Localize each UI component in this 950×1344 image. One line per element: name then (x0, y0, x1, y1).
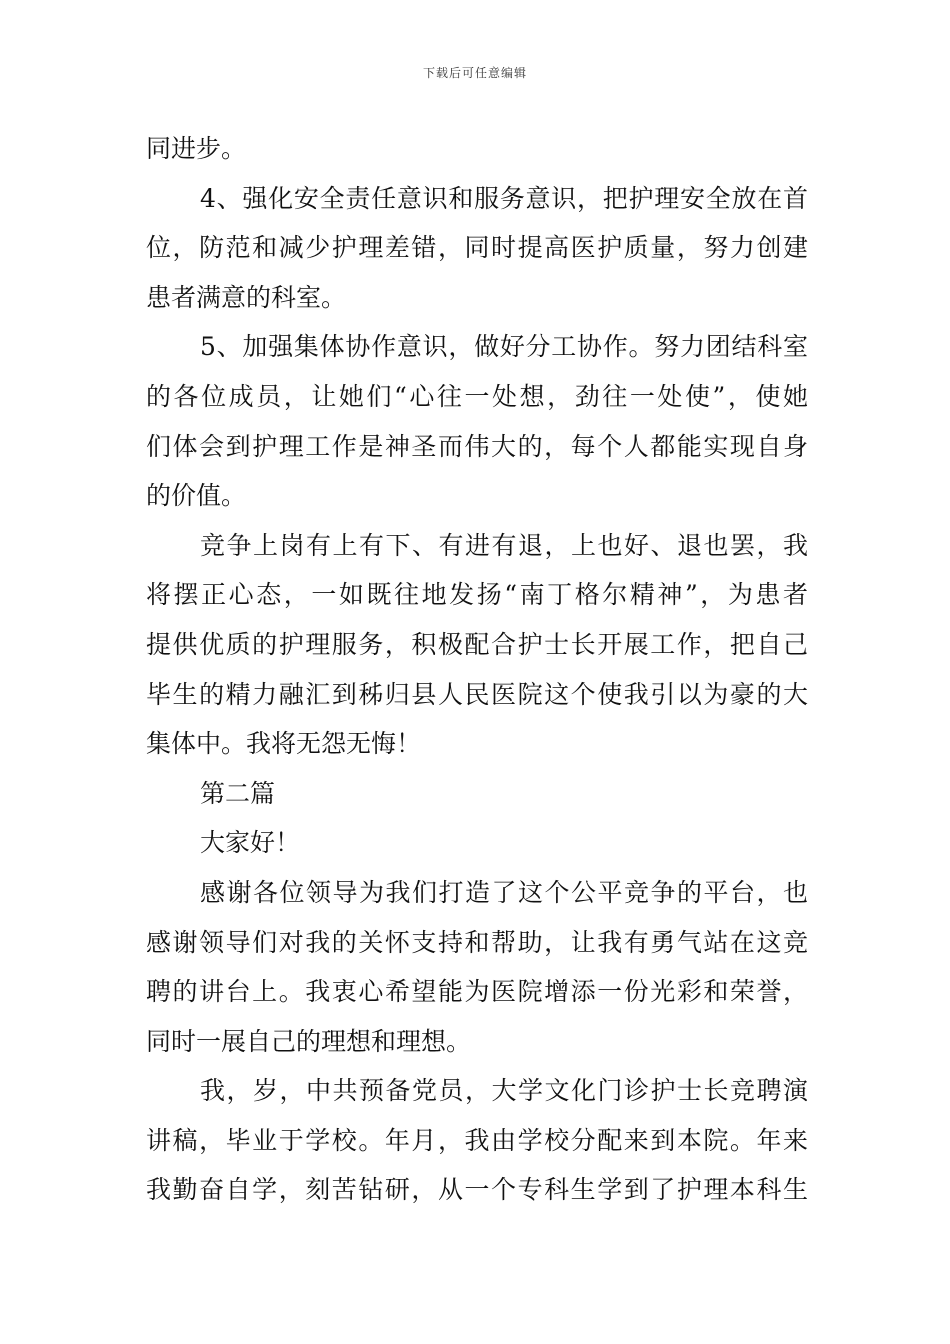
text-line: 毕生的精力融汇到秭归县人民医院这个使我引以为豪的大 (146, 679, 808, 709)
text-line: 我，岁，中共预备党员，大学文化门诊护士长竞聘演 (200, 1076, 808, 1106)
text-line: 们体会到护理工作是神圣而伟大的，每个人都能实现自身 (146, 431, 808, 461)
text-line: 大家好！ (200, 828, 301, 858)
text-line: 第二篇 (200, 778, 276, 808)
text-line: 提供优质的护理服务，积极配合护士长开展工作，把自己 (146, 629, 808, 659)
text-line: 我勤奋自学，刻苦钻研，从一个专科生学到了护理本科生 (146, 1175, 808, 1205)
text-line: 竞争上岗有上有下、有进有退，上也好、退也罢，我 (200, 530, 808, 560)
document-body (146, 124, 808, 1215)
text-line: 5、加强集体协作意识，做好分工协作。努力团结科室 (200, 332, 808, 362)
text-line: 感谢领导们对我的关怀支持和帮助，让我有勇气站在这竞 (146, 927, 808, 957)
text-line: 的价值。 (146, 481, 247, 511)
text-line: 集体中。我将无怨无悔！ (146, 729, 422, 759)
text-line: 4、强化安全责任意识和服务意识，把护理安全放在首 (200, 183, 808, 213)
text-line: 的各位成员，让她们“心往一处想，劲往一处使”，使她 (146, 381, 808, 411)
text-line: 感谢各位领导为我们打造了这个公平竞争的平台，也 (200, 877, 808, 907)
text-line: 聘的讲台上。我衷心希望能为医院增添一份光彩和荣誉， (146, 977, 808, 1007)
text-line: 位，防范和减少护理差错，同时提高医护质量，努力创建 (146, 233, 808, 263)
text-line: 同进步。 (146, 134, 247, 163)
text-line: 讲稿，毕业于学校。年月，我由学校分配来到本院。年来 (146, 1125, 808, 1155)
text-line: 将摆正心态，一如既往地发扬“南丁格尔精神”，为患者 (146, 580, 808, 610)
text-line: 患者满意的科室。 (146, 282, 347, 312)
page-header: 下载后可任意编辑 (422, 66, 527, 80)
text-line: 同时一展自己的理想和理想。 (146, 1026, 472, 1056)
